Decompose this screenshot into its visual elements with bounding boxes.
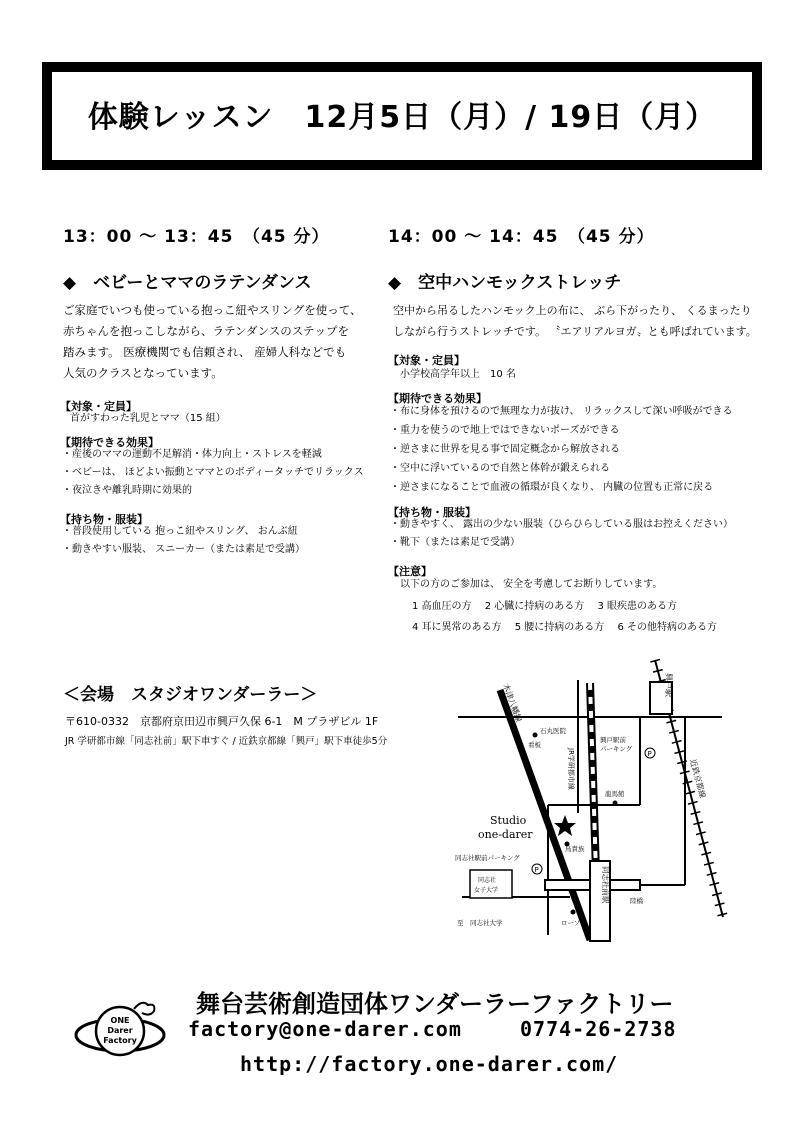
right-class-title: ◆ 空中ハンモックストレッチ (388, 273, 622, 293)
logo-text: Darer (107, 1026, 133, 1035)
left-items-heading: 【持ち物・服装】 (60, 513, 148, 526)
kodo-parking-label: 興戸駅前 (600, 736, 626, 744)
list-item: ・ベビーは、 ほどよい振動とママとのボディータッチでリラックス (62, 467, 364, 478)
right-target: 小学校高学年以上 10 名 (400, 369, 516, 380)
left-items (62, 523, 305, 559)
doshisha-station-label: 同志社前駅 (601, 866, 610, 904)
right-description (393, 300, 773, 342)
rikkyo-label: 陸橋 (630, 897, 643, 905)
joshi-label: 同志社 (478, 877, 497, 884)
list-item: ・靴下（または素足で受講） (390, 537, 520, 548)
left-class-title: ◆ ベビーとママのラテンダンス (63, 273, 312, 293)
left-target-heading: 【対象・定員】 (60, 400, 137, 413)
list-item: ・重力を使うので地上ではできないポーズができる (390, 425, 620, 436)
desc-line: ご家庭でいつも使っている抱っこ紐やスリングを使って、 (63, 303, 362, 317)
landmark-dot (613, 801, 618, 806)
list-item: 4 耳に異常のある方 5 腰に持病のある方 6 その他特病のある方 (412, 622, 717, 633)
right-time: 14：00 ～ 14：45 （45 分） (388, 227, 655, 247)
venue-address: 〒610-0332 京都府京田辺市興戸久保 6-1 M プラザビル 1F (65, 715, 379, 728)
left-effect-heading: 【期待できる効果】 (60, 436, 159, 449)
joshi-label: 女子大学 (474, 887, 499, 894)
list-item: ・産後のママの運動不足解消・体力向上・ストレスを軽減 (62, 449, 322, 460)
desc-line: しながら行うストレッチです。 〝エアリアルヨガ〟とも呼ばれています。 (393, 325, 757, 338)
logo (72, 995, 172, 1065)
studio-star-icon (554, 815, 576, 836)
torikizoku-label: 鳥貴族 (565, 845, 585, 853)
landmark-dot (533, 733, 538, 738)
page-title: 体験レッスン 12月5日（月）/ 19日（月） (87, 100, 717, 135)
organization-name: 舞台芸術創造団体ワンダーラーファクトリー (196, 990, 674, 1018)
venue-access: JR 学研都市線「同志社前」駅下車すぐ / 近鉄京都線「興戸」駅下車徒歩5分 (65, 736, 388, 747)
kizu-line-label: 木津八幡線 (501, 682, 524, 724)
list-item: ・夜泣きや離乳時期に効果的 (62, 485, 192, 496)
desc-line: 踏みます。 医療機関でも信頼され、 産婦人科などでも (63, 345, 347, 359)
studio-label: Studio (490, 814, 527, 827)
list-item: ・空中に浮いているので自然と体幹が鍛えられる (390, 463, 610, 474)
kintetsu-line-label: 近鉄京都線 (688, 758, 708, 800)
desc-line: 空中から吊るしたハンモック上の布に、 ぶら下がったり、 くるまったり (393, 304, 752, 317)
logo-text: Factory (103, 1036, 137, 1045)
studio-label: one-darer (478, 828, 533, 841)
website-url[interactable]: http://factory.one-darer.com/ (240, 1052, 619, 1076)
right-items (390, 516, 733, 552)
jr-line-label: JR学研都市線 (567, 748, 575, 790)
logo-text: ONE (110, 1016, 130, 1025)
right-note-heading: 【注意】 (388, 565, 432, 578)
kanban-label: 看板 (528, 741, 541, 749)
list-item: ・逆さまに世界を見る事で固定概念から解放される (390, 444, 620, 455)
venue-title: ＜会場 スタジオワンダーラー＞ (63, 685, 318, 705)
right-effects (390, 402, 732, 497)
left-description (63, 300, 373, 384)
list-item: ・動きやすく、 露出の少ない服装（ひらひらしている服はお控えください） (390, 519, 733, 530)
left-target: 首がすわった乳児とママ（15 組） (70, 413, 226, 424)
parking-p: P (647, 750, 652, 758)
lawson-label: ローソン (561, 919, 587, 927)
access-map (440, 655, 740, 955)
contact-email[interactable]: factory@one-darer.com (188, 1017, 462, 1041)
parking-p: P (534, 866, 539, 874)
ishimaru-label: 石丸医院 (540, 727, 566, 735)
landmark-dot (571, 910, 576, 915)
left-effects (62, 446, 364, 500)
right-effect-heading: 【期待できる効果】 (388, 392, 487, 405)
list-item: ・布に身体を預けるので無理な力が抜け、 リラックスして深い呼吸ができる (390, 406, 733, 417)
kodo-station-label: 興戸駅 (664, 673, 673, 697)
ryumakan-label: 龍馬館 (605, 790, 625, 798)
list-item: ・普段使用している 抱っこ紐やスリング、 おんぶ紐 (62, 526, 298, 537)
right-target-heading: 【対象・定員】 (388, 354, 465, 367)
right-notes (412, 596, 717, 638)
desc-line: 人気のクラスとなっています。 (63, 366, 223, 380)
desc-line: 赤ちゃんを抱っこしながら、ラテンダンスのステップを (63, 324, 350, 338)
contact-phone[interactable]: 0774-26-2738 (520, 1017, 677, 1041)
left-time: 13：00 ～ 13：45 （45 分） (63, 227, 330, 247)
doshisha-parking-label: 同志社駅前パーキング (455, 854, 520, 862)
header-box (42, 62, 762, 170)
right-note-intro: 以下の方のご参加は、 安全を考慮してお断りしています。 (400, 579, 663, 590)
kodo-parking-label: パーキング (600, 745, 633, 753)
right-items-heading: 【持ち物・服装】 (388, 506, 476, 519)
list-item: ・動きやすい服装、 スニーカー（または素足で受講） (62, 544, 305, 555)
list-item: 1 高血圧の方 2 心臓に持病のある方 3 眼疾患のある方 (412, 601, 677, 612)
to-doshisha-label: 至 同志社大学 (457, 919, 503, 927)
list-item: ・逆さまになることで血液の循環が良くなり、 内臓の位置も正常に戻る (390, 482, 714, 493)
